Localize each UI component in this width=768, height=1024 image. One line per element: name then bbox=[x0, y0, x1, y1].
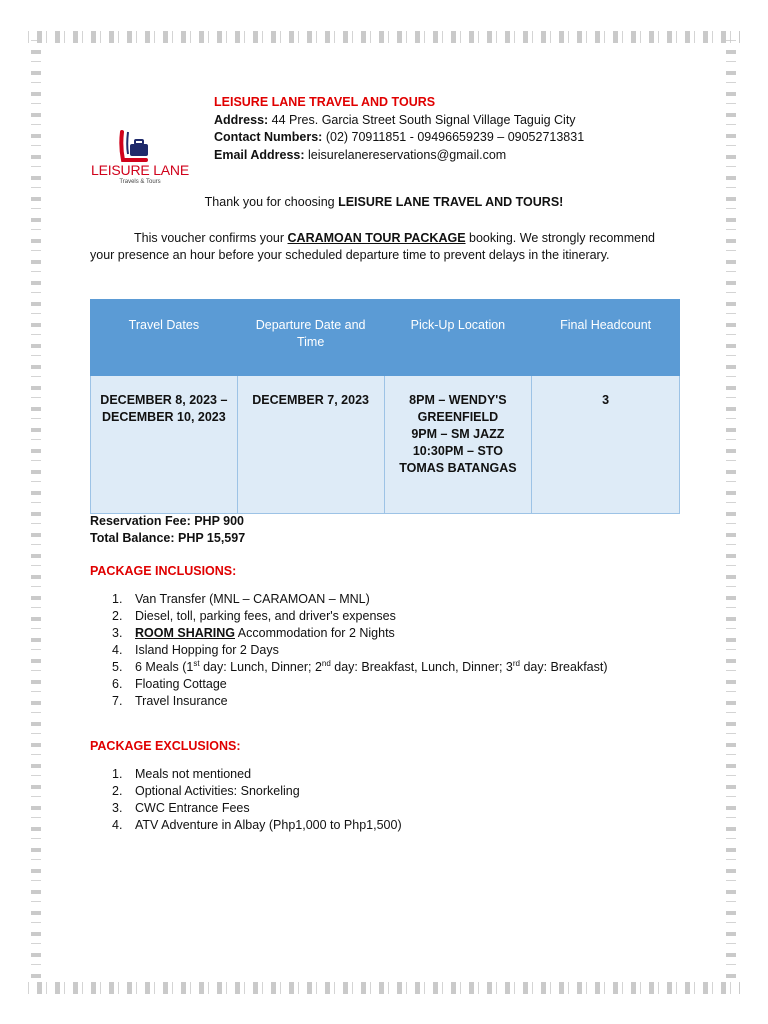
list-item bbox=[90, 625, 608, 642]
company-contact bbox=[214, 129, 584, 147]
address-value: 44 Pres. Garcia Street South Signal Village Taguig City bbox=[271, 112, 576, 127]
logo-tagline: Travels & Tours bbox=[119, 179, 161, 185]
voucher-intro bbox=[90, 230, 680, 264]
fees-block bbox=[90, 513, 245, 547]
company-logo bbox=[90, 126, 190, 188]
decorative-border-right bbox=[726, 40, 736, 984]
contact-value: (02) 70911851 - 09496659239 – 09052713831 bbox=[325, 130, 585, 144]
list-item bbox=[90, 591, 608, 608]
list-number: 3. bbox=[112, 626, 123, 640]
list-number: 6. bbox=[112, 677, 123, 691]
list-text: day: Breakfast) bbox=[519, 660, 608, 674]
ordinal-suffix: rd bbox=[512, 658, 520, 668]
list-text: Optional Activities: Snorkeling bbox=[135, 784, 300, 798]
inclusions-heading: PACKAGE INCLUSIONS: bbox=[90, 564, 237, 578]
company-address bbox=[214, 112, 584, 130]
list-text: day: Breakfast, Lunch, Dinner; 3 bbox=[330, 660, 513, 674]
contact-label: Contact Numbers: bbox=[214, 130, 323, 144]
list-text: Travel Insurance bbox=[135, 694, 228, 708]
list-text: Meals not mentioned bbox=[135, 767, 252, 781]
exclusions-heading: PACKAGE EXCLUSIONS: bbox=[90, 739, 241, 753]
list-item bbox=[90, 642, 608, 659]
list-item bbox=[90, 817, 402, 834]
list-text: day: Lunch, Dinner; 2 bbox=[199, 660, 322, 674]
list-text: 6 Meals (1 bbox=[135, 660, 194, 674]
room-sharing-emphasis: ROOM SHARING bbox=[135, 626, 235, 640]
list-item bbox=[90, 693, 608, 710]
table-row bbox=[91, 376, 680, 514]
list-number: 1. bbox=[112, 592, 123, 606]
table-header-row bbox=[91, 300, 680, 376]
email-label: Email Address: bbox=[214, 147, 305, 162]
list-number: 2. bbox=[112, 784, 123, 798]
list-text: CWC Entrance Fees bbox=[135, 801, 250, 815]
list-number: 3. bbox=[112, 801, 123, 815]
list-text: Floating Cottage bbox=[135, 677, 227, 691]
list-item bbox=[90, 766, 402, 783]
list-item bbox=[90, 800, 402, 817]
list-number: 2. bbox=[112, 609, 123, 623]
header-headcount: Final Headcount bbox=[532, 300, 680, 376]
logo-wordmark: LEISURE LANE bbox=[91, 162, 189, 178]
inclusions-list bbox=[90, 591, 608, 710]
decorative-border-top bbox=[28, 31, 740, 43]
company-header bbox=[214, 94, 584, 164]
ordinal-suffix: nd bbox=[321, 658, 331, 668]
logo-mark-icon bbox=[118, 130, 158, 164]
cell-pickup: 8PM – WENDY'S GREENFIELD 9PM – SM JAZZ 10:30PM – STO TOMAS BATANGAS bbox=[384, 376, 532, 514]
decorative-border-bottom bbox=[28, 982, 740, 994]
cell-travel-dates: DECEMBER 8, 2023 – DECEMBER 10, 2023 bbox=[91, 376, 238, 514]
list-text: Accommodation for 2 Nights bbox=[235, 626, 395, 640]
ordinal-suffix: st bbox=[193, 658, 200, 668]
address-label: Address: bbox=[214, 112, 269, 127]
reservation-fee: Reservation Fee: PHP 900 bbox=[90, 514, 245, 528]
cell-departure: DECEMBER 7, 2023 bbox=[237, 376, 384, 514]
list-number: 7. bbox=[112, 694, 123, 708]
cell-headcount: 3 bbox=[532, 376, 680, 514]
email-value: leisurelanereservations@gmail.com bbox=[308, 147, 507, 162]
package-name: CARAMOAN TOUR PACKAGE bbox=[287, 231, 466, 245]
itinerary-table bbox=[90, 299, 680, 514]
company-name: LEISURE LANE TRAVEL AND TOURS bbox=[214, 95, 436, 109]
thank-you-line bbox=[90, 195, 678, 209]
total-balance: Total Balance: PHP 15,597 bbox=[90, 531, 246, 545]
list-item bbox=[90, 783, 402, 800]
decorative-border-left bbox=[31, 40, 41, 984]
intro-before: This voucher confirms your bbox=[134, 231, 288, 245]
list-number: 1. bbox=[112, 767, 123, 781]
header-travel-dates: Travel Dates bbox=[91, 300, 238, 376]
list-number: 4. bbox=[112, 818, 123, 832]
header-departure: Departure Date and Time bbox=[237, 300, 384, 376]
list-text: Diesel, toll, parking fees, and driver's expenses bbox=[135, 609, 396, 623]
company-email bbox=[214, 147, 584, 165]
list-item bbox=[90, 608, 608, 625]
list-text: Island Hopping for 2 Days bbox=[135, 643, 279, 657]
thanks-prefix: Thank you for choosing bbox=[204, 195, 339, 209]
list-item bbox=[90, 659, 608, 676]
list-text: ATV Adventure in Albay (Php1,000 to Php1,500) bbox=[135, 818, 402, 832]
intro-after: booking. We strongly recommend your presence an hour before your scheduled departure time to prevent delays in the itinerary. bbox=[90, 231, 655, 262]
list-item bbox=[90, 676, 608, 693]
thanks-company: LEISURE LANE TRAVEL AND TOURS! bbox=[338, 195, 564, 209]
header-pickup: Pick-Up Location bbox=[384, 300, 532, 376]
exclusions-list bbox=[90, 766, 402, 834]
list-number: 5. bbox=[112, 660, 123, 674]
list-number: 4. bbox=[112, 643, 123, 657]
list-text: Van Transfer (MNL – CARAMOAN – MNL) bbox=[135, 592, 370, 606]
